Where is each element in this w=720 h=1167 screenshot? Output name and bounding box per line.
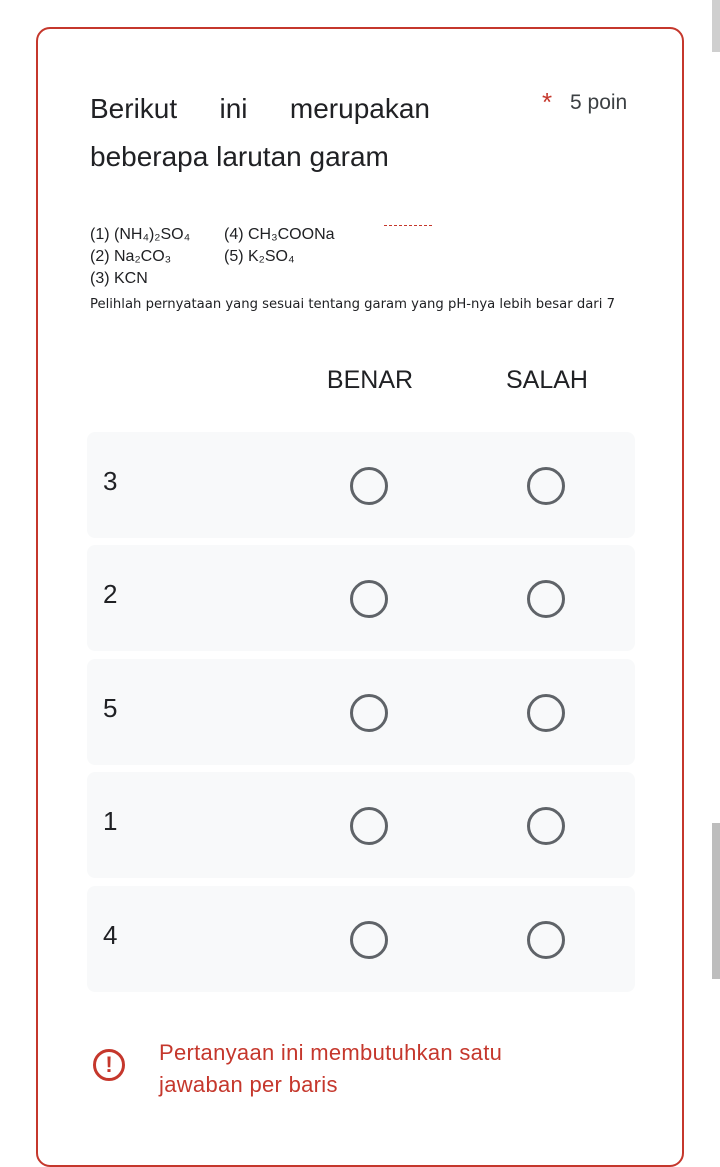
formula-5: (5) K₂SO₄ [224,248,295,265]
formula-2: (2) Na₂CO₃ [90,248,172,265]
row-label: 2 [103,579,118,609]
question-instruction: Pelihlah pernyataan yang sesuai tentang garam yang pH-nya lebih besar dari 7 [90,297,615,312]
question-card [36,27,684,1167]
error-icon: ! [93,1049,125,1081]
formula-3: (3) KCN [90,270,148,287]
grid-row [87,772,635,878]
grid-row [87,659,635,765]
scrollbar-track[interactable] [712,0,720,52]
spellcheck-marker [384,225,432,226]
radio-benar[interactable] [350,580,388,618]
scrollbar-thumb[interactable] [712,823,720,979]
radio-benar[interactable] [350,807,388,845]
row-label: 5 [103,693,118,723]
grid-row [87,545,635,651]
required-marker: * [542,87,553,117]
grid-row [87,886,635,992]
radio-salah[interactable] [527,807,565,845]
question-title: Berikut ini merupakan beberapa larutan garam [90,93,430,172]
row-label: 4 [103,920,118,950]
radio-benar[interactable] [350,921,388,959]
radio-salah[interactable] [527,467,565,505]
radio-benar[interactable] [350,467,388,505]
column-header-benar: BENAR [326,366,414,394]
radio-benar[interactable] [350,694,388,732]
formula-1: (1) (NH₄)₂SO₄ [90,226,191,243]
formula-4: (4) CH₃COONa [224,226,335,243]
validation-error-message: Pertanyaan ini membutuhkan satu jawaban per baris [159,1040,503,1097]
row-label: 3 [103,466,118,496]
row-label: 1 [103,806,118,836]
radio-salah[interactable] [527,580,565,618]
points-label: 5 poin [570,91,628,114]
column-header-salah: SALAH [506,366,588,394]
radio-salah[interactable] [527,694,565,732]
radio-salah[interactable] [527,921,565,959]
grid-row [87,432,635,538]
